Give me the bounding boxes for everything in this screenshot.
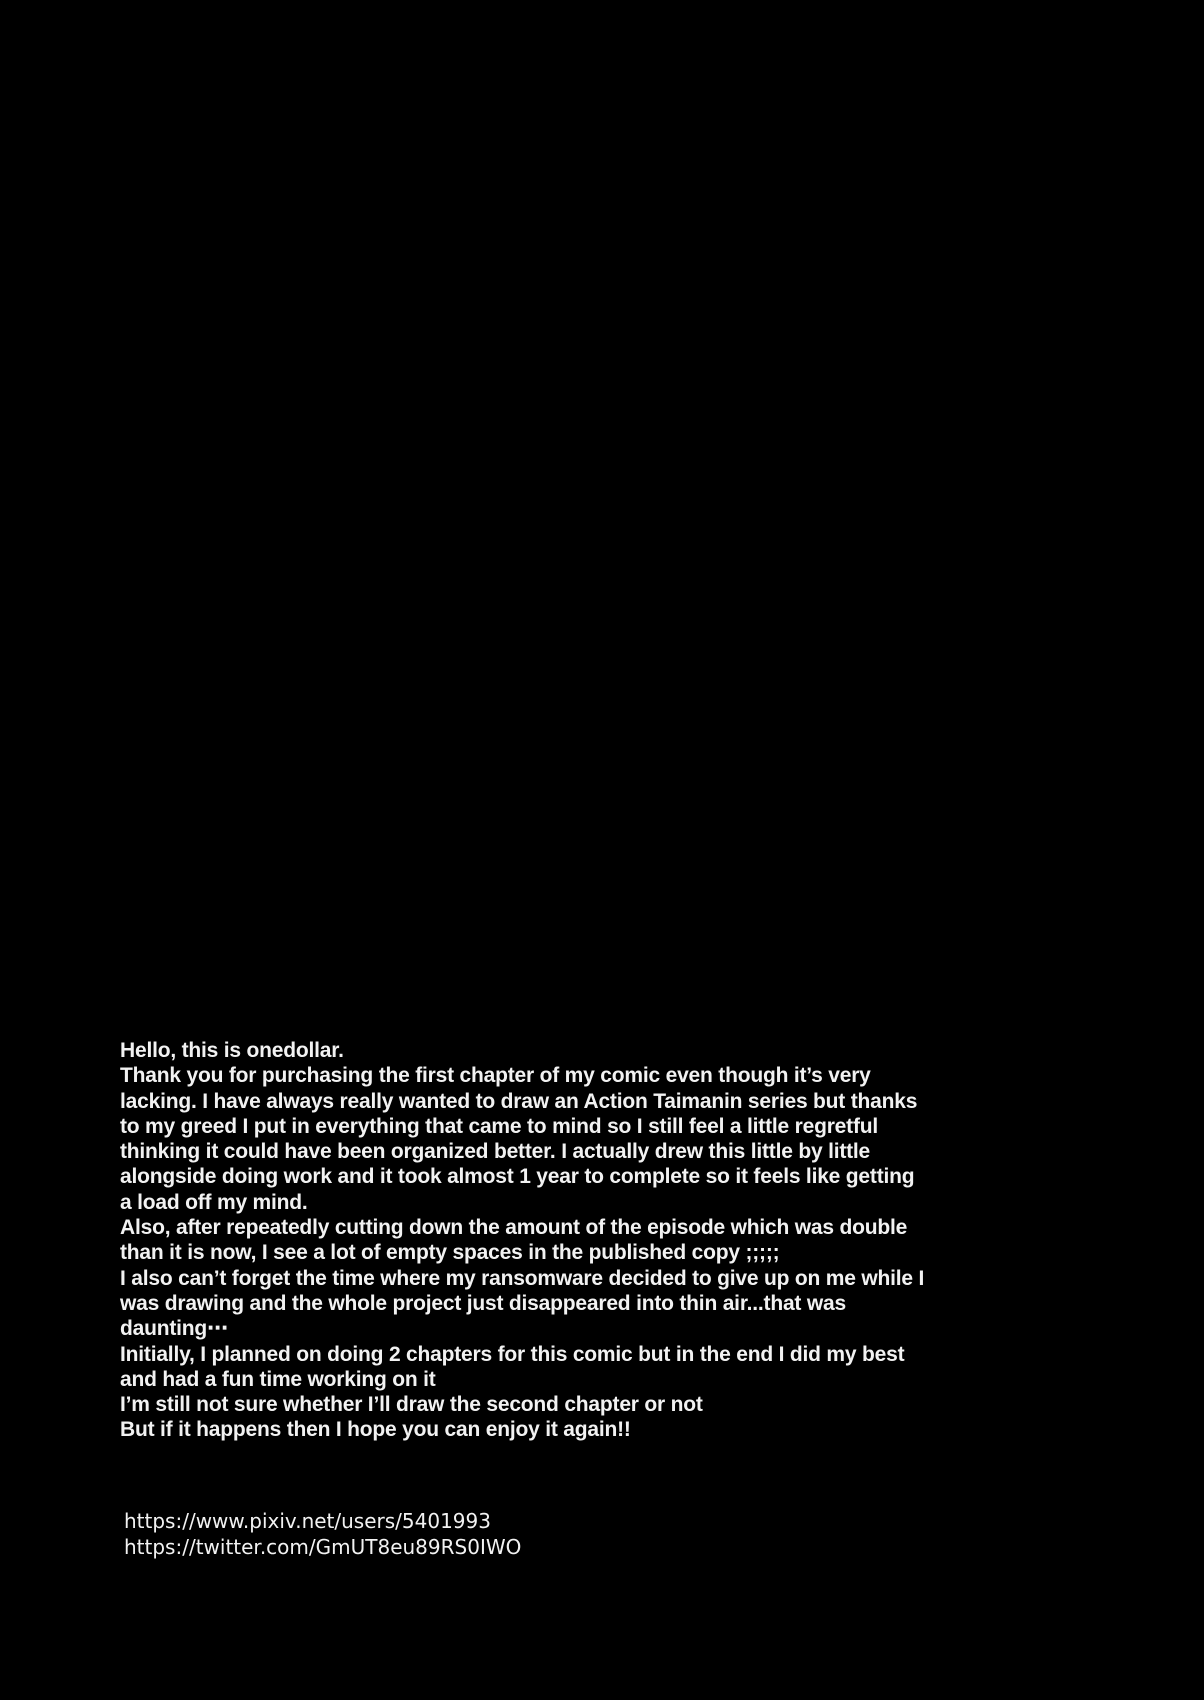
afterword-line: I also can’t forget the time where my ransomware decided to give up on me while I [120, 1266, 925, 1290]
afterword-line: to my greed I put in everything that came to mind so I still feel a little regretful [120, 1114, 879, 1138]
afterword-line: Also, after repeatedly cutting down the amount of the episode which was double [120, 1216, 908, 1240]
afterword-greeting: Hello, this is onedollar. [120, 1039, 344, 1062]
afterword-line: was drawing and the whole project just disappeared into thin air...that was [120, 1291, 846, 1315]
afterword-line: I’m still not sure whether I’ll draw the second chapter or not [120, 1393, 703, 1417]
afterword-line: Thank you for purchasing the first chapter of my comic even though it’s very [120, 1064, 871, 1088]
afterword-line: and had a fun time working on it [120, 1367, 436, 1391]
afterword-line: Initially, I planned on doing 2 chapters for this comic but in the end I did my best [120, 1342, 905, 1366]
afterword-text [120, 1038, 1020, 1443]
pixiv-link[interactable]: https://www.pixiv.net/users/5401993 [124, 1509, 491, 1533]
afterword-closing: But if it happens then I hope you can enjoy it again!! [120, 1418, 631, 1442]
author-links [124, 1508, 824, 1560]
afterword-line: thinking it could have been organized better. I actually drew this little by little [120, 1140, 871, 1164]
afterword-line: lacking. I have always really wanted to draw an Action Taimanin series but thanks [120, 1089, 918, 1113]
twitter-link[interactable]: https://twitter.com/GmUT8eu89RS0IWO [124, 1535, 522, 1559]
afterword-line: than it is now, I see a lot of empty spaces in the published copy ;;;;; [120, 1241, 780, 1265]
afterword-line: daunting⋯ [120, 1317, 228, 1341]
afterword-line: a load off my mind. [120, 1190, 308, 1214]
afterword-line: alongside doing work and it took almost 1 year to complete so it feels like getting [120, 1165, 915, 1189]
